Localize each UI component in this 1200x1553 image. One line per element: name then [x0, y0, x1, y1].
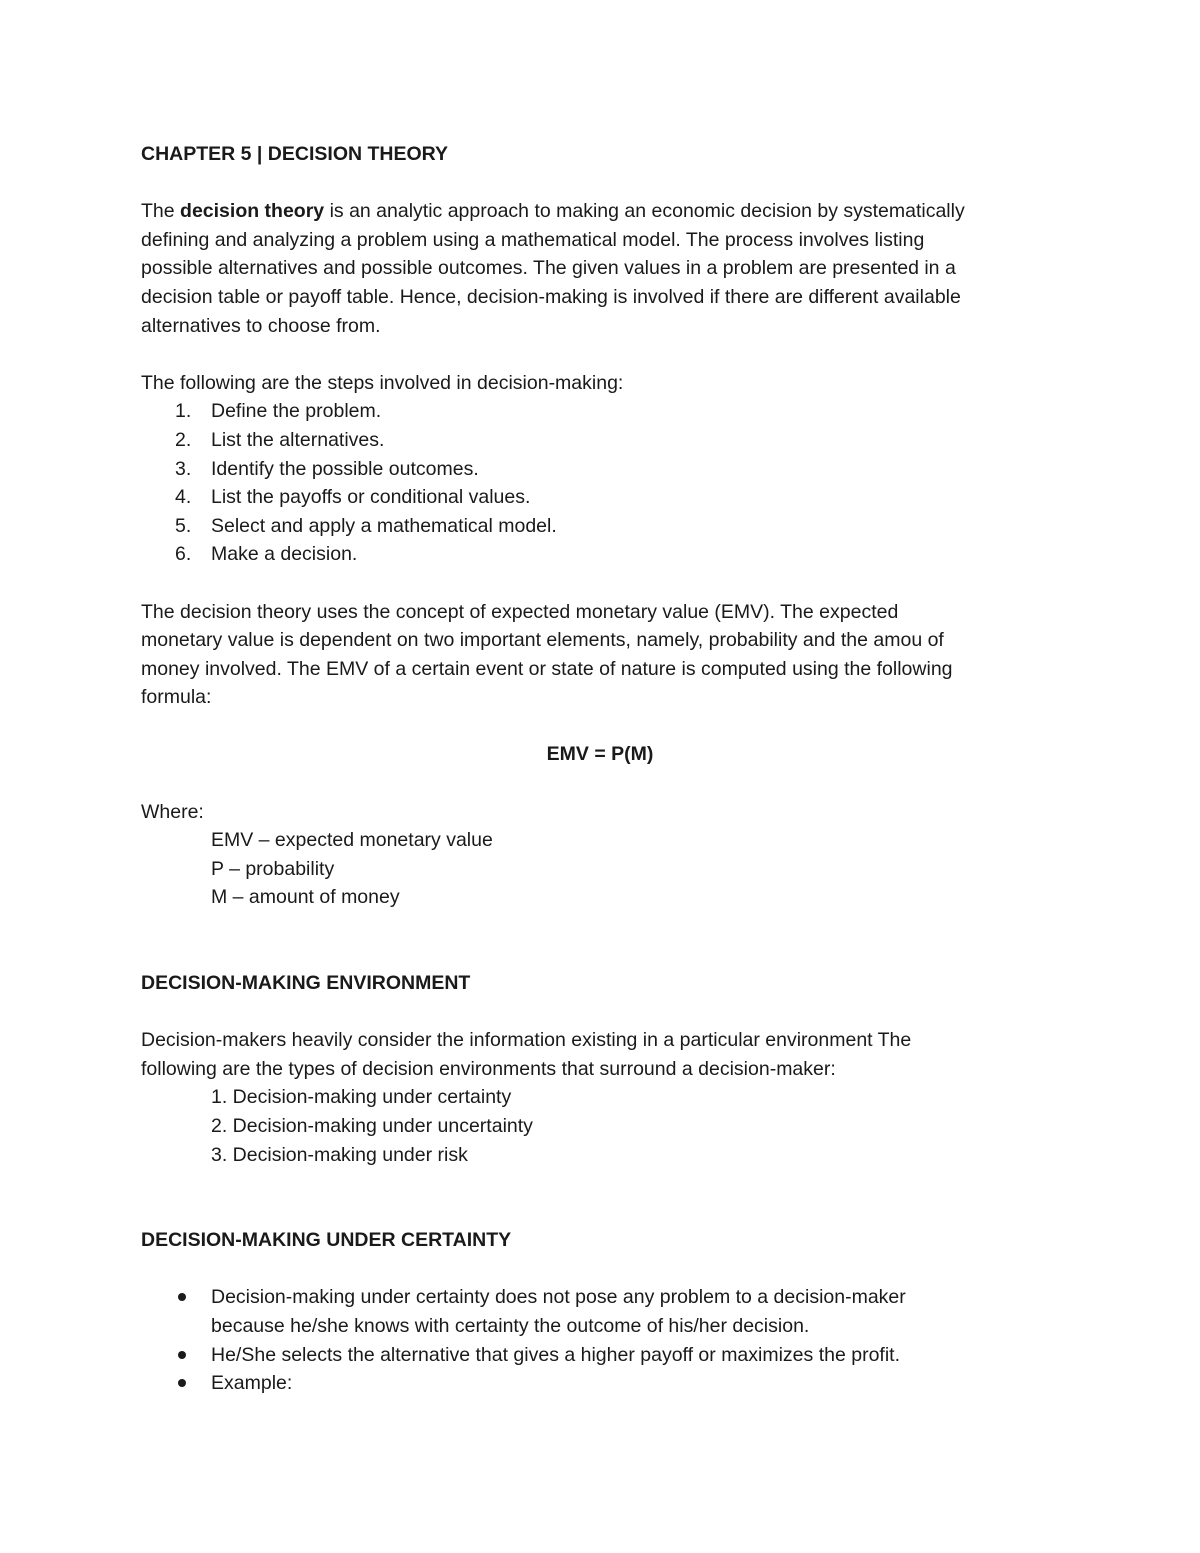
definition-emv: EMV – expected monetary value: [211, 829, 493, 852]
intro-line-3: possible alternatives and possible outcomes. The given values in a problem are presented in a: [141, 257, 956, 280]
list-item: [141, 512, 1061, 541]
list-item: [141, 1341, 1061, 1370]
intro-line-5: alternatives to choose from.: [141, 314, 381, 337]
steps-list: [141, 397, 1061, 569]
step-number: 5.: [175, 514, 192, 537]
environment-item-1: 1. Decision-making under certainty: [211, 1086, 512, 1109]
emv-line-2: monetary value is dependent on two important elements, namely, probability and the amou of: [141, 629, 944, 652]
list-item: [141, 397, 1061, 426]
step-number: 1.: [175, 400, 192, 423]
chapter-title: CHAPTER 5 | DECISION THEORY: [141, 143, 449, 165]
environment-line-1: Decision-makers heavily consider the information existing in a particular environment The: [141, 1029, 912, 1052]
intro-line-4: decision table or payoff table. Hence, decision-making is involved if there are different available: [141, 285, 961, 308]
step-text: List the payoffs or conditional values.: [211, 486, 531, 509]
step-number: 2.: [175, 428, 192, 451]
step-text: Make a decision.: [211, 543, 358, 566]
list-item: [141, 483, 1061, 512]
intro-paragraph: [141, 197, 1061, 340]
bullet-text-line: He/She selects the alternative that gives a higher payoff or maximizes the profit.: [211, 1343, 900, 1366]
where-label: Where:: [141, 800, 204, 823]
bullet-icon: [141, 1369, 211, 1398]
bullet-text-line: because he/she knows with certainty the outcome of his/her decision.: [211, 1314, 810, 1337]
list-item: [141, 455, 1061, 484]
step-number: 6.: [175, 543, 192, 566]
step-text: List the alternatives.: [211, 428, 385, 451]
emv-line-3: money involved. The EMV of a certain event or state of nature is computed using the following: [141, 657, 953, 680]
intro-line1-rest: is an analytic approach to making an economic decision by systematically: [324, 200, 965, 223]
certainty-heading: DECISION-MAKING UNDER CERTAINTY: [141, 1229, 512, 1252]
environment-heading: DECISION-MAKING ENVIRONMENT: [141, 972, 471, 995]
environment-item-3: 3. Decision-making under risk: [211, 1143, 468, 1166]
intro-prefix: The: [141, 200, 181, 223]
steps-lead: The following are the steps involved in decision-making:: [141, 371, 624, 394]
emv-line-4: formula:: [141, 686, 212, 709]
list-item: [141, 1369, 1061, 1398]
definition-m: M – amount of money: [211, 886, 400, 909]
list-item: [141, 540, 1061, 569]
emv-formula: EMV = P(M): [546, 743, 654, 766]
certainty-bullets: [141, 1283, 1061, 1397]
intro-line-2: defining and analyzing a problem using a mathematical model. The process involves listing: [141, 228, 925, 251]
environment-item-2: 2. Decision-making under uncertainty: [211, 1115, 533, 1137]
bold-term: decision theory: [180, 200, 325, 223]
bullet-icon: [141, 1341, 211, 1370]
definition-p: P – probability: [211, 857, 335, 880]
step-number: 3.: [175, 457, 192, 480]
bullet-icon: [141, 1283, 211, 1340]
bullet-text-line: Decision-making under certainty does not pose any problem to a decision-maker: [211, 1286, 906, 1309]
emv-line-1: The decision theory uses the concept of expected monetary value (EMV). The expected: [141, 600, 899, 623]
list-item: [141, 1283, 1061, 1340]
step-text: Select and apply a mathematical model.: [211, 514, 557, 537]
document-page: [141, 140, 1061, 1398]
step-text: Define the problem.: [211, 400, 382, 423]
step-text: Identify the possible outcomes.: [211, 457, 479, 480]
list-item: [141, 426, 1061, 455]
step-number: 4.: [175, 486, 192, 509]
emv-paragraph: [141, 598, 1061, 712]
intro-line-1: [141, 197, 1061, 226]
bullet-text-line: Example:: [211, 1372, 293, 1395]
environment-line-2: following are the types of decision environments that surround a decision-maker:: [141, 1057, 836, 1080]
